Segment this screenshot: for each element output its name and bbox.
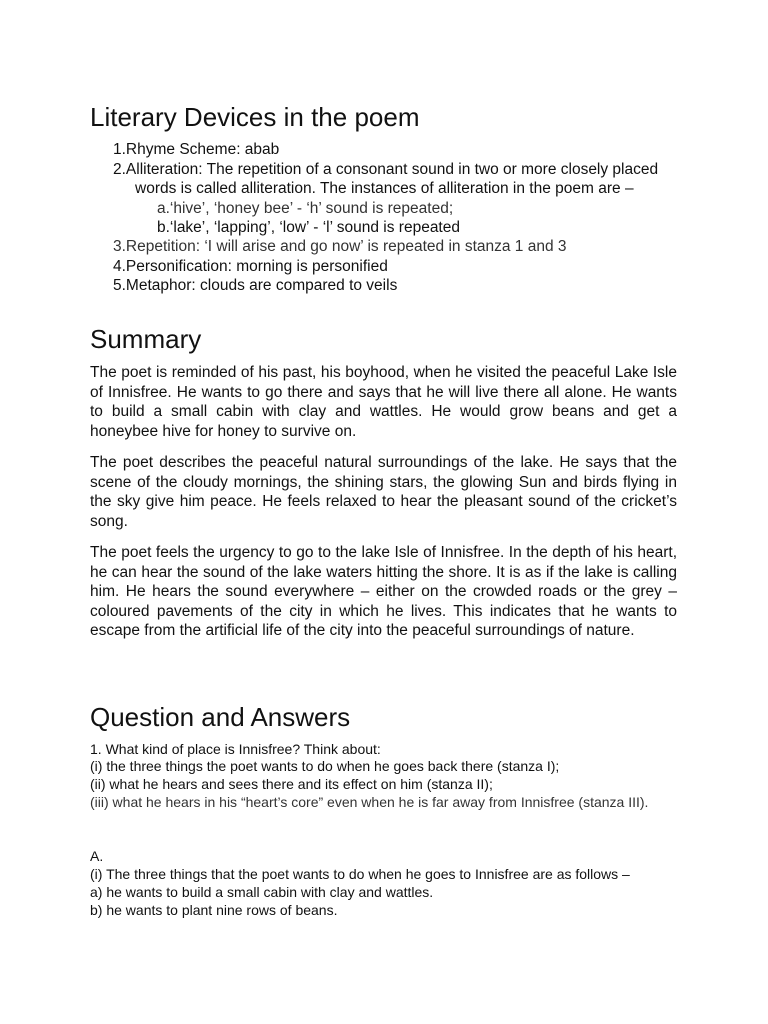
answer-part-i: (i) The three things that the poet wants to do when he goes to Innisfree are as follows – <box>90 866 630 882</box>
summary-heading: Summary <box>90 324 202 354</box>
literary-devices-heading: Literary Devices in the poem <box>90 102 420 132</box>
summary-paragraph-2: The poet describes the peaceful natural surroundings of the lake. He says that the scene of the cloudy mornings, the shining stars, the glowing Sun and birds flying in the sky give him peace. He feels relaxed to hear the pleasant sound of the cricket’s song. <box>90 454 677 530</box>
answer-a: a) he wants to build a small cabin with clay and wattles. <box>90 884 434 900</box>
alliteration-example-b: b.‘lake’, ‘lapping’, ‘low’ - ‘l’ sound is repeated <box>157 219 460 236</box>
personification-item: 4.Personification: morning is personified <box>113 258 388 275</box>
alliteration-item: 2.Alliteration: The repetition of a consonant sound in two or more closely placed <box>113 161 659 178</box>
question-1-part-i: (i) the three things the poet wants to do when he goes back there (stanza I); <box>90 758 560 774</box>
summary-paragraph-1: The poet is reminded of his past, his boyhood, when he visited the peaceful Lake Isle of Innisfree. He wants to go there and says that he will live there all alone. He wants to build a small cabin with clay and wattles. He would grow beans and get a honeybee hive for honey to survive on. <box>90 364 677 440</box>
repetition-item: 3.Repetition: ‘I will arise and go now’ is repeated in stanza 1 and 3 <box>113 238 567 255</box>
alliteration-example-a: a.‘hive’, ‘honey bee’ - ‘h’ sound is repeated; <box>157 200 454 217</box>
answer-b: b) he wants to plant nine rows of beans. <box>90 902 338 918</box>
alliteration-continuation: words is called alliteration. The instances of alliteration in the poem are – <box>135 180 634 197</box>
question-1: 1. What kind of place is Innisfree? Think about: <box>90 741 381 757</box>
answer-label: A. <box>90 848 104 864</box>
metaphor-item: 5.Metaphor: clouds are compared to veils <box>113 277 398 294</box>
qa-heading: Question and Answers <box>90 702 351 732</box>
question-1-part-ii: (ii) what he hears and sees there and its effect on him (stanza II); <box>90 776 493 792</box>
rhyme-scheme-item: 1.Rhyme Scheme: abab <box>113 141 280 158</box>
question-1-part-iii: (iii) what he hears in his “heart’s core” even when he is far away from Innisfree (stanza III). <box>90 794 649 810</box>
summary-paragraph-3: The poet feels the urgency to go to the lake Isle of Innisfree. In the depth of his heart, he can hear the sound of the lake waters hitting the shore. It is as if the lake is calling him. He hears the sound everywhere – either on the crowded roads or the grey – coloured pavements of the city in which he lives. This indicates that he wants to escape from the artificial life of the city into the peaceful surroundings of nature. <box>90 544 677 640</box>
